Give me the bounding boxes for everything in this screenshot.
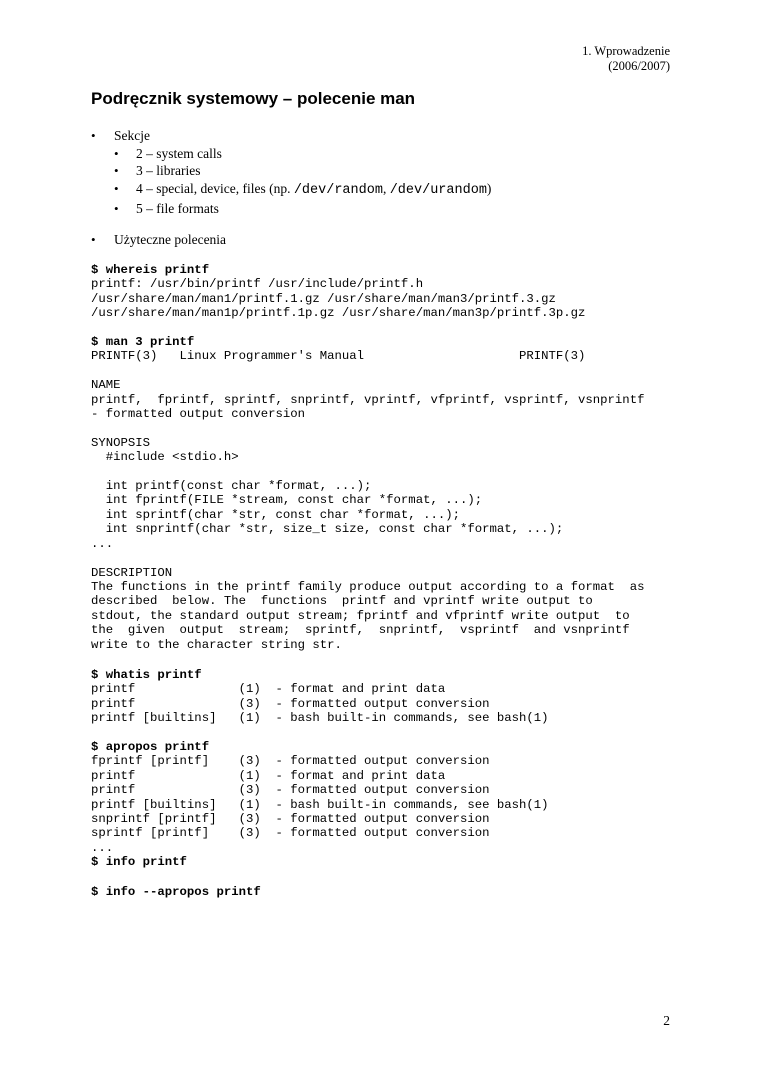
- output-line: write to the character string str.: [91, 637, 342, 652]
- whereis-block: [91, 263, 585, 321]
- sections-list: [91, 127, 491, 218]
- list-item: [91, 127, 491, 218]
- output-line: ...: [91, 536, 114, 551]
- sections-sublist: [114, 145, 491, 218]
- apropos-block: [91, 740, 549, 870]
- useful-label: Użyteczne polecenia: [114, 232, 227, 247]
- output-line: The functions in the printf family produce output according to a format as: [91, 579, 645, 594]
- output-line: snprintf [printf] (3) - formatted output conversion: [91, 812, 490, 827]
- man-block: [91, 335, 644, 652]
- output-line: int fprintf(FILE *stream, const char *format, ...);: [91, 493, 483, 508]
- output-line: /usr/share/man/man1/printf.1.gz /usr/share/man/man3/printf.3.gz: [91, 291, 556, 306]
- whatis-block: [91, 668, 549, 726]
- page-number: 2: [663, 1013, 670, 1028]
- useful-commands-list: [91, 231, 226, 249]
- page-header: [582, 44, 670, 74]
- output-line: the given output stream; sprintf, snprintf, vsprintf and vsnprintf: [91, 623, 630, 638]
- output-line: sprintf [printf] (3) - formatted output conversion: [91, 826, 490, 841]
- output-line: described below. The functions printf and vprintf write output to: [91, 594, 593, 609]
- sections-label: Sekcje: [114, 128, 150, 143]
- command-line: $ whatis printf: [91, 668, 202, 682]
- output-line: printf: /usr/bin/printf /usr/include/printf.h: [91, 277, 424, 292]
- output-line: printf (1) - format and print data: [91, 768, 446, 783]
- list-item: • 5 – file formats: [114, 200, 491, 218]
- output-line: SYNOPSIS: [91, 435, 151, 450]
- command-line: $ whereis printf: [91, 263, 210, 277]
- list-item: • 3 – libraries: [114, 162, 491, 180]
- output-line: #include <stdio.h>: [91, 450, 239, 465]
- output-line: int snprintf(char *str, size_t size, const char *format, ...);: [91, 522, 564, 537]
- output-line: PRINTF(3) Linux Programmer's Manual PRINTF(3): [91, 349, 586, 364]
- output-line: NAME: [91, 378, 121, 393]
- output-line: printf (3) - formatted output conversion: [91, 696, 490, 711]
- header-year: (2006/2007): [608, 59, 670, 73]
- command-line: $ apropos printf: [91, 740, 210, 754]
- output-line: - formatted output conversion: [91, 407, 306, 422]
- output-line: /usr/share/man/man1p/printf.1p.gz /usr/share/man/man3p/printf.3p.gz: [91, 306, 586, 321]
- output-line: printf (1) - format and print data: [91, 682, 446, 697]
- output-line: printf [builtins] (1) - bash built-in commands, see bash(1): [91, 797, 549, 812]
- output-line: DESCRIPTION: [91, 565, 173, 580]
- output-line: ...: [91, 840, 114, 855]
- output-line: int sprintf(char *str, const char *format, ...);: [91, 507, 460, 522]
- output-line: printf (3) - formatted output conversion: [91, 783, 490, 798]
- list-item: • 4 – special, device, files (np. /dev/random, /dev/urandom): [114, 180, 491, 200]
- list-item: [91, 231, 226, 249]
- output-line: printf [builtins] (1) - bash built-in commands, see bash(1): [91, 711, 549, 726]
- list-item: • 2 – system calls: [114, 145, 491, 163]
- command-line: $ man 3 printf: [91, 335, 195, 349]
- info-apropos-block: [91, 885, 261, 899]
- header-chapter: 1. Wprowadzenie: [582, 44, 670, 58]
- page-title: Podręcznik systemowy – polecenie man: [91, 89, 416, 108]
- output-line: stdout, the standard output stream; fprintf and vfprintf write output to: [91, 608, 630, 623]
- output-line: printf, fprintf, sprintf, snprintf, vprintf, vfprintf, vsprintf, vsnprintf: [91, 392, 645, 407]
- command-line: $ info printf: [91, 855, 187, 870]
- output-line: fprintf [printf] (3) - formatted output conversion: [91, 754, 490, 769]
- output-line: int printf(const char *format, ...);: [91, 479, 372, 494]
- command-line: $ info --apropos printf: [91, 885, 261, 899]
